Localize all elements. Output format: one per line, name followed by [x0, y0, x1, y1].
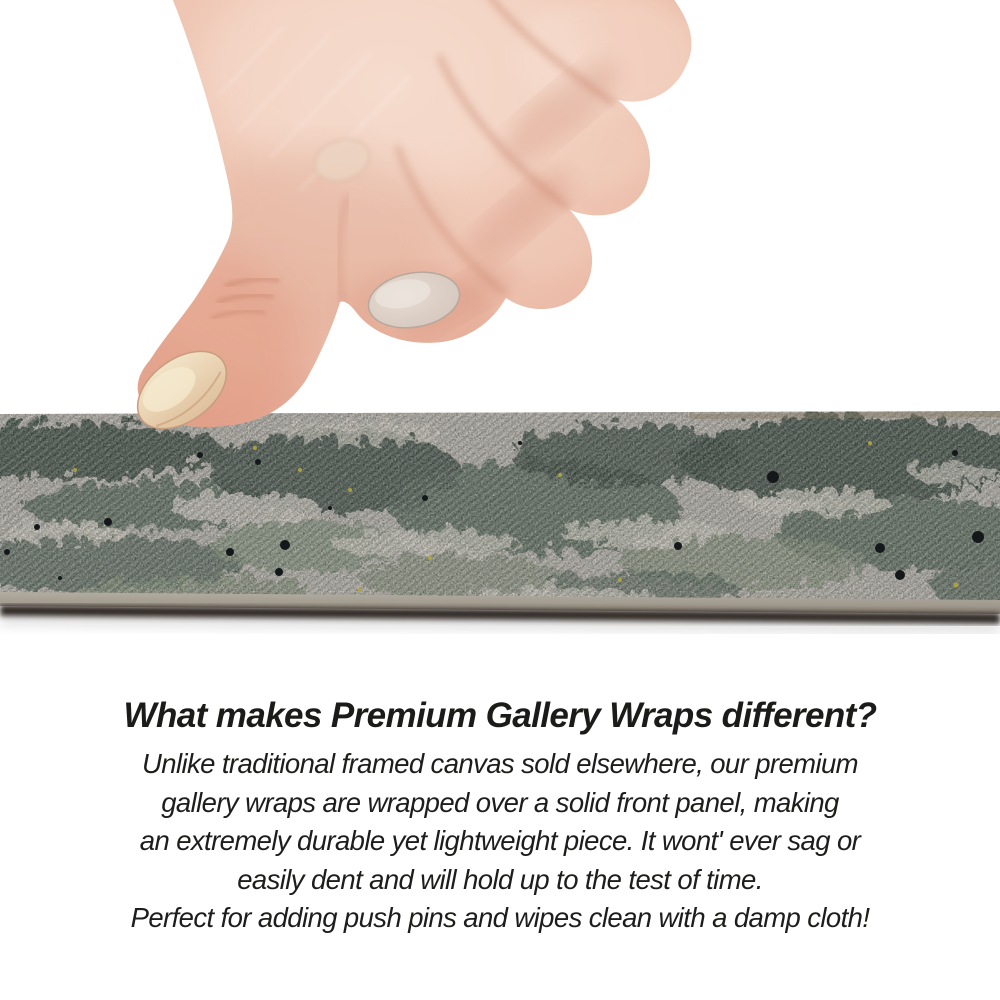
marketing-copy	[0, 696, 1000, 938]
body-line-4: easily dent and will hold up to the test of time.	[237, 863, 763, 895]
headline: What makes Premium Gallery Wraps different?	[123, 696, 877, 735]
hand-photo	[0, 0, 1000, 462]
body-line-1: Unlike traditional framed canvas sold elsewhere, our premium	[141, 748, 858, 779]
body-line-5: Perfect for adding push pins and wipes clean with a damp cloth!	[130, 902, 870, 933]
body-line-2: gallery wraps are wrapped over a solid front panel, making	[161, 786, 839, 818]
body-line-3: an extremely durable yet lightweight piece. It wont' ever sag or	[139, 825, 861, 856]
